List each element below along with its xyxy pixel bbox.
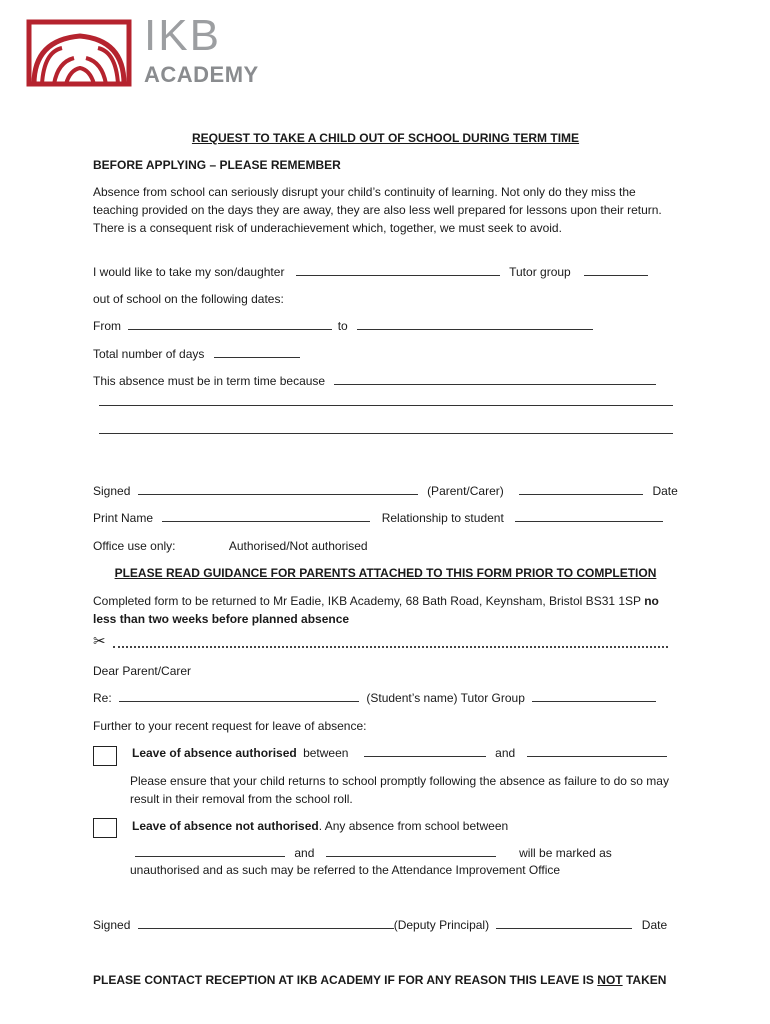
reason-field[interactable] <box>334 373 656 385</box>
return-paragraph <box>93 592 678 628</box>
authorised-from-field[interactable] <box>364 745 486 757</box>
before-applying-heading: BEFORE APPLYING – PLEASE REMEMBER <box>93 158 341 172</box>
and-label: and <box>495 746 516 760</box>
not-authorised-to-field[interactable] <box>326 845 496 857</box>
out-of-school-text: out of school on the following dates: <box>93 292 284 306</box>
re-row <box>93 690 656 706</box>
authorised-checkbox[interactable] <box>93 746 117 766</box>
logo-ikb-text: IKB <box>144 11 221 60</box>
footer-notice <box>93 972 666 988</box>
tutor-group-label: Tutor group <box>509 265 571 279</box>
deputy-signed-row <box>93 917 667 933</box>
cut-line <box>113 646 668 648</box>
deputy-principal-label: (Deputy Principal) <box>393 918 490 932</box>
intro-paragraph: Absence from school can seriously disrupt your child’s continuity of learning. Not only do they miss the teaching provided on the days they are away, they are also less well prepared for lessons upon their return. There is a consequent risk of underachievement which, together, we must seek to avoid. <box>93 185 662 235</box>
re-label: Re: <box>93 691 112 705</box>
relationship-label: Relationship to student <box>381 511 504 525</box>
authorised-row <box>132 745 667 761</box>
scissors-icon: ✂ <box>93 633 106 650</box>
not-authorised-text: . Any absence from school between <box>318 819 509 833</box>
authorised-note: Please ensure that your child returns to school promptly following the absence as failure to do so may result in their removal from the school roll. <box>130 774 669 806</box>
total-days-row <box>93 346 300 362</box>
footer-not: NOT <box>597 973 623 987</box>
between-label: between <box>303 746 349 760</box>
relationship-field[interactable] <box>515 510 663 522</box>
parent-carer-label: (Parent/Carer) <box>427 484 504 498</box>
authorised-options: Authorised/Not authorised <box>228 539 368 553</box>
not-authorised-and-label: and <box>294 846 315 860</box>
return-deadline: no less than two weeks before planned absence <box>93 594 659 626</box>
tutor-group-field[interactable] <box>584 264 648 276</box>
deputy-date-field[interactable] <box>496 917 632 929</box>
office-use-label: Office use only: <box>93 539 176 553</box>
greeting: Dear Parent/Carer <box>93 664 192 678</box>
not-authorised-from-field[interactable] <box>135 845 285 857</box>
office-use-row <box>93 538 368 554</box>
logo-academy-text: ACADEMY <box>144 62 259 87</box>
not-authorised-dates-row <box>135 845 612 861</box>
will-be-marked-text: will be marked as <box>519 846 612 860</box>
not-authorised-checkbox[interactable] <box>93 818 117 838</box>
student-name-field[interactable] <box>119 690 359 702</box>
child-name-field[interactable] <box>296 264 500 276</box>
not-authorised-label: Leave of absence not authorised <box>132 819 319 833</box>
further-text: Further to your recent request for leave of absence: <box>93 719 367 733</box>
deputy-signature-field[interactable] <box>138 917 394 929</box>
reason-line-3[interactable] <box>99 432 673 434</box>
print-name-field[interactable] <box>162 510 370 522</box>
footer-after: TAKEN <box>625 973 667 987</box>
guidance-notice: PLEASE READ GUIDANCE FOR PARENTS ATTACHED TO THIS FORM PRIOR TO COMPLETION <box>114 566 657 580</box>
ikb-academy-logo <box>26 11 259 90</box>
son-daughter-row <box>93 264 648 280</box>
reply-tutor-group-field[interactable] <box>532 690 656 702</box>
date-label: Date <box>652 484 678 498</box>
total-days-label: Total number of days <box>93 347 205 361</box>
form-title: REQUEST TO TAKE A CHILD OUT OF SCHOOL DURING TERM TIME <box>191 131 580 145</box>
reason-label: This absence must be in term time because <box>93 374 326 388</box>
deputy-signed-label: Signed <box>93 918 131 932</box>
parent-date-field[interactable] <box>519 483 643 495</box>
authorised-label: Leave of absence authorised <box>132 746 297 760</box>
arches-logo-icon <box>26 18 136 88</box>
total-days-field[interactable] <box>214 346 300 358</box>
authorised-to-field[interactable] <box>527 745 667 757</box>
footer-before: PLEASE CONTACT RECEPTION AT IKB ACADEMY IF FOR ANY REASON THIS LEAVE IS <box>93 973 594 987</box>
to-label: to <box>337 319 348 333</box>
not-authorised-row <box>132 818 508 834</box>
deputy-date-label: Date <box>641 918 668 932</box>
parent-signature-field[interactable] <box>138 483 418 495</box>
son-daughter-label: I would like to take my son/daughter <box>93 265 285 279</box>
signed-label: Signed <box>93 484 131 498</box>
parent-signed-row <box>93 483 678 499</box>
print-name-row <box>93 510 663 526</box>
from-date-field[interactable] <box>128 318 332 330</box>
student-name-label: (Student’s name) Tutor Group <box>366 691 525 705</box>
dates-row <box>93 318 593 334</box>
to-date-field[interactable] <box>357 318 593 330</box>
from-label: From <box>93 319 121 333</box>
reason-line-2[interactable] <box>99 404 673 406</box>
reason-row <box>93 373 656 389</box>
unauthorised-text: unauthorised and as such may be referred to the Attendance Improvement Office <box>130 863 561 877</box>
print-name-label: Print Name <box>93 511 154 525</box>
return-text: Completed form to be returned to Mr Eadie, IKB Academy, 68 Bath Road, Keynsham, Bristol BS31 1SP <box>93 594 641 608</box>
